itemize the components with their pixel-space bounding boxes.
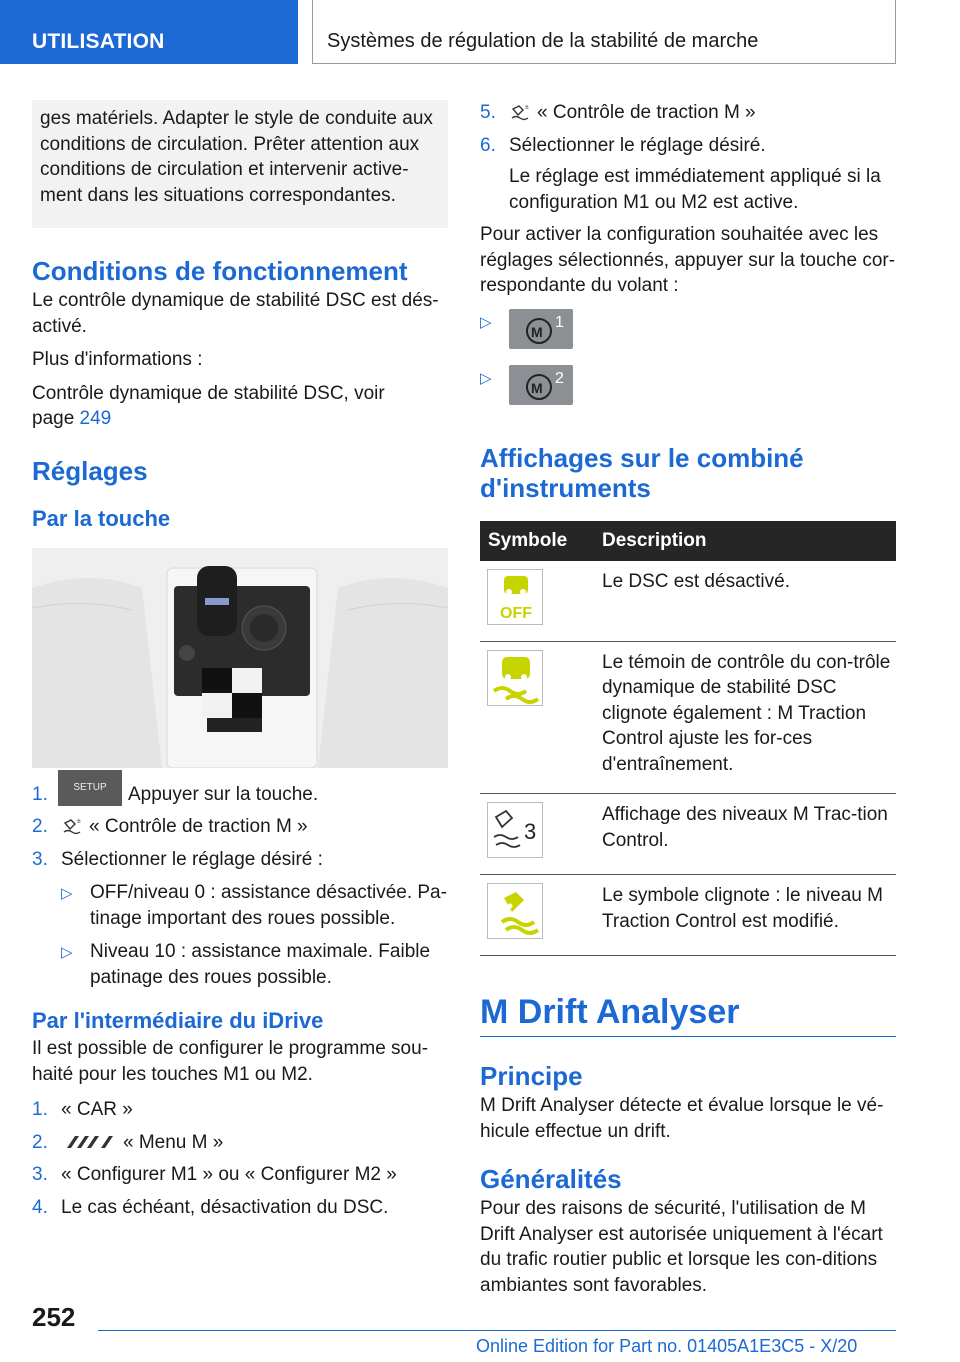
- svg-text:±: ±: [525, 103, 529, 111]
- heading-principe: Principe: [480, 1061, 583, 1091]
- setup-key-label: SETUP: [73, 782, 107, 794]
- m1-icon: [509, 309, 573, 349]
- svg-text:±: ±: [77, 817, 81, 825]
- list-item: [32, 1162, 448, 1188]
- symbol-cell: [480, 875, 602, 956]
- heading-affichages: Affichages sur le combiné d'instruments: [480, 442, 804, 503]
- step-text: « Configurer M1 » ou « Configurer M2 »: [61, 1164, 397, 1185]
- step-number: 3.: [32, 848, 48, 870]
- m1-button-row: [480, 309, 896, 365]
- step-number: 5.: [480, 102, 496, 123]
- step-number: 2.: [32, 816, 48, 837]
- step-number: 3.: [32, 1164, 48, 1185]
- symbols-table: [480, 521, 896, 957]
- column-header-symbol: Symbole: [480, 521, 602, 561]
- m-menu-stripes-icon: [61, 1132, 117, 1152]
- paragraph-generalites: Pour des raisons de sécurité, l'utilisation de M Drift Analyser est autorisée uniquement à l'écart du trafic routier public et lorsque les con‐ditions ambiantes sont favorables.: [480, 1198, 883, 1296]
- step-text: Sélectionner le réglage désiré :: [61, 848, 323, 870]
- table-header-row: [480, 521, 896, 561]
- center-console-photo: [32, 548, 448, 768]
- heading-idrive: Par l'intermédiaire du iDrive: [32, 1008, 324, 1033]
- steps-idrive-list: [32, 1097, 448, 1220]
- description-cell: Le symbole clignote : le niveau M Traction Control est modifié.: [602, 875, 896, 956]
- m2-icon: [509, 365, 573, 405]
- table-row: [480, 561, 896, 642]
- page-link[interactable]: 249: [79, 408, 112, 429]
- svg-text:M: M: [531, 323, 543, 340]
- m1-steering-button: [509, 309, 573, 349]
- table-row: [480, 875, 896, 956]
- center-console-illustration: [32, 548, 448, 768]
- traction-control-icon: [61, 817, 83, 837]
- table-row: [480, 794, 896, 875]
- setup-key-icon: [58, 770, 122, 806]
- left-column: [32, 100, 448, 1227]
- symbol-cell: [480, 561, 602, 642]
- table-row: [480, 641, 896, 794]
- header-chapter-tab: [312, 0, 896, 64]
- m1-superscript: 1: [555, 313, 564, 331]
- warning-text: ges matériels. Adapter le style de conduite aux conditions de circulation. Prêter attention aux conditions de circulation et intervenir active‐ment dans les situations correspondantes.: [40, 108, 433, 206]
- description-cell: Affichage des niveaux M Trac‐tion Control.: [602, 794, 896, 875]
- option-text: OFF/niveau 0 : assistance désactivée. Pa‐tinage important des roues possible.: [90, 882, 447, 929]
- option-text: Niveau 10 : assistance maximale. Faible patinage des roues possible.: [90, 941, 431, 988]
- list-item: [61, 939, 448, 990]
- symbol-cell: [480, 641, 602, 794]
- paragraph-conditions-3: [32, 381, 448, 432]
- list-item: [32, 1195, 448, 1221]
- step-text: Sélectionner le réglage désiré.: [509, 134, 766, 156]
- paragraph-activate: Pour activer la configuration souhaitée avec les réglages sélectionnés, appuyer sur la touche cor‐respondante du volant :: [480, 224, 896, 296]
- step-text: Le cas échéant, désactivation du DSC.: [61, 1196, 389, 1218]
- sub-options-list: [61, 880, 448, 990]
- m2-steering-button: [509, 365, 573, 405]
- warning-box: [32, 100, 448, 228]
- list-item: [32, 782, 448, 808]
- bullet-triangle-icon: ▷: [61, 885, 73, 902]
- paragraph-conditions-1: Le contrôle dynamique de stabilité DSC est dés‐activé.: [32, 290, 439, 337]
- step-text: Appuyer sur la touche.: [128, 783, 319, 805]
- paragraph-conditions-2: Plus d'informations :: [32, 349, 203, 370]
- paragraph-idrive: Il est possible de configurer le programme sou‐haité pour les touches M1 ou M2.: [32, 1038, 429, 1085]
- step-number: 2.: [32, 1131, 48, 1153]
- list-item: [480, 100, 896, 126]
- list-item: [32, 847, 448, 991]
- step-number: 6.: [480, 134, 496, 156]
- list-item: [32, 814, 448, 840]
- heading-conditions: Conditions de fonctionnement: [32, 256, 408, 286]
- list-item: [480, 133, 896, 216]
- page-number: 252: [32, 1302, 76, 1332]
- bullet-triangle-icon: ▷: [480, 369, 492, 387]
- paragraph-principe: M Drift Analyser détecte et évalue lorsque le vé‐hicule effectue un drift.: [480, 1095, 884, 1142]
- m2-button-row: [480, 365, 896, 421]
- step-text: « Contrôle de traction M »: [89, 816, 308, 837]
- step-text: « Contrôle de traction M »: [537, 102, 756, 123]
- traction-level-number: 3: [524, 819, 537, 844]
- list-item: [61, 880, 448, 931]
- heading-par-touche: Par la touche: [32, 505, 171, 531]
- heading-generalites: Généralités: [480, 1164, 622, 1194]
- svg-text:OFF: OFF: [500, 604, 532, 622]
- step-text: « CAR »: [61, 1099, 133, 1120]
- step-number: 1.: [32, 783, 48, 805]
- dsc-off-icon: [487, 569, 543, 625]
- right-column: [480, 100, 896, 1298]
- traction-blink-icon: [487, 883, 543, 939]
- header-chapter-label: Systèmes de régulation de la stabilité de marche: [327, 30, 759, 52]
- column-header-description: Description: [602, 521, 896, 561]
- step-note: Le réglage est immédiatement appliqué si la configuration M1 ou M2 est active.: [509, 166, 881, 213]
- symbol-cell: [480, 794, 602, 875]
- svg-text:M: M: [531, 379, 543, 396]
- step-number: 1.: [32, 1099, 48, 1120]
- header-section-tab: [0, 0, 298, 64]
- list-item: [32, 1130, 448, 1156]
- step-text: « Menu M »: [123, 1131, 224, 1153]
- bullet-triangle-icon: ▷: [480, 313, 492, 331]
- description-cell: Le témoin de contrôle du con‐trôle dynamique de stabilité DSC clignote également : M Traction Control ajuste les for‐ces d'entraînement.: [602, 641, 896, 794]
- traction-level-icon: [487, 802, 543, 858]
- footer-edition: Online Edition for Part no. 01405A1E3C5 - X/20: [476, 1336, 858, 1356]
- header-section-label: UTILISATION: [32, 30, 165, 53]
- steps-touche-list: [32, 782, 448, 991]
- heading-drift-analyser: M Drift Analyser: [480, 992, 896, 1037]
- step-number: 4.: [32, 1196, 48, 1218]
- traction-control-icon: [509, 103, 531, 123]
- description-cell: Le DSC est désactivé.: [602, 561, 896, 642]
- page-prefix: page: [32, 408, 80, 429]
- dsc-warning-icon: [487, 650, 543, 706]
- cross-reference-text: Contrôle dynamique de stabilité DSC, voir: [32, 382, 385, 404]
- list-item: [32, 1097, 448, 1123]
- m2-superscript: 2: [555, 369, 564, 387]
- heading-reglages: Réglages: [32, 455, 148, 486]
- steps-continued-list: [480, 100, 896, 215]
- bullet-triangle-icon: ▷: [61, 944, 73, 961]
- footer-rule: [98, 1330, 896, 1331]
